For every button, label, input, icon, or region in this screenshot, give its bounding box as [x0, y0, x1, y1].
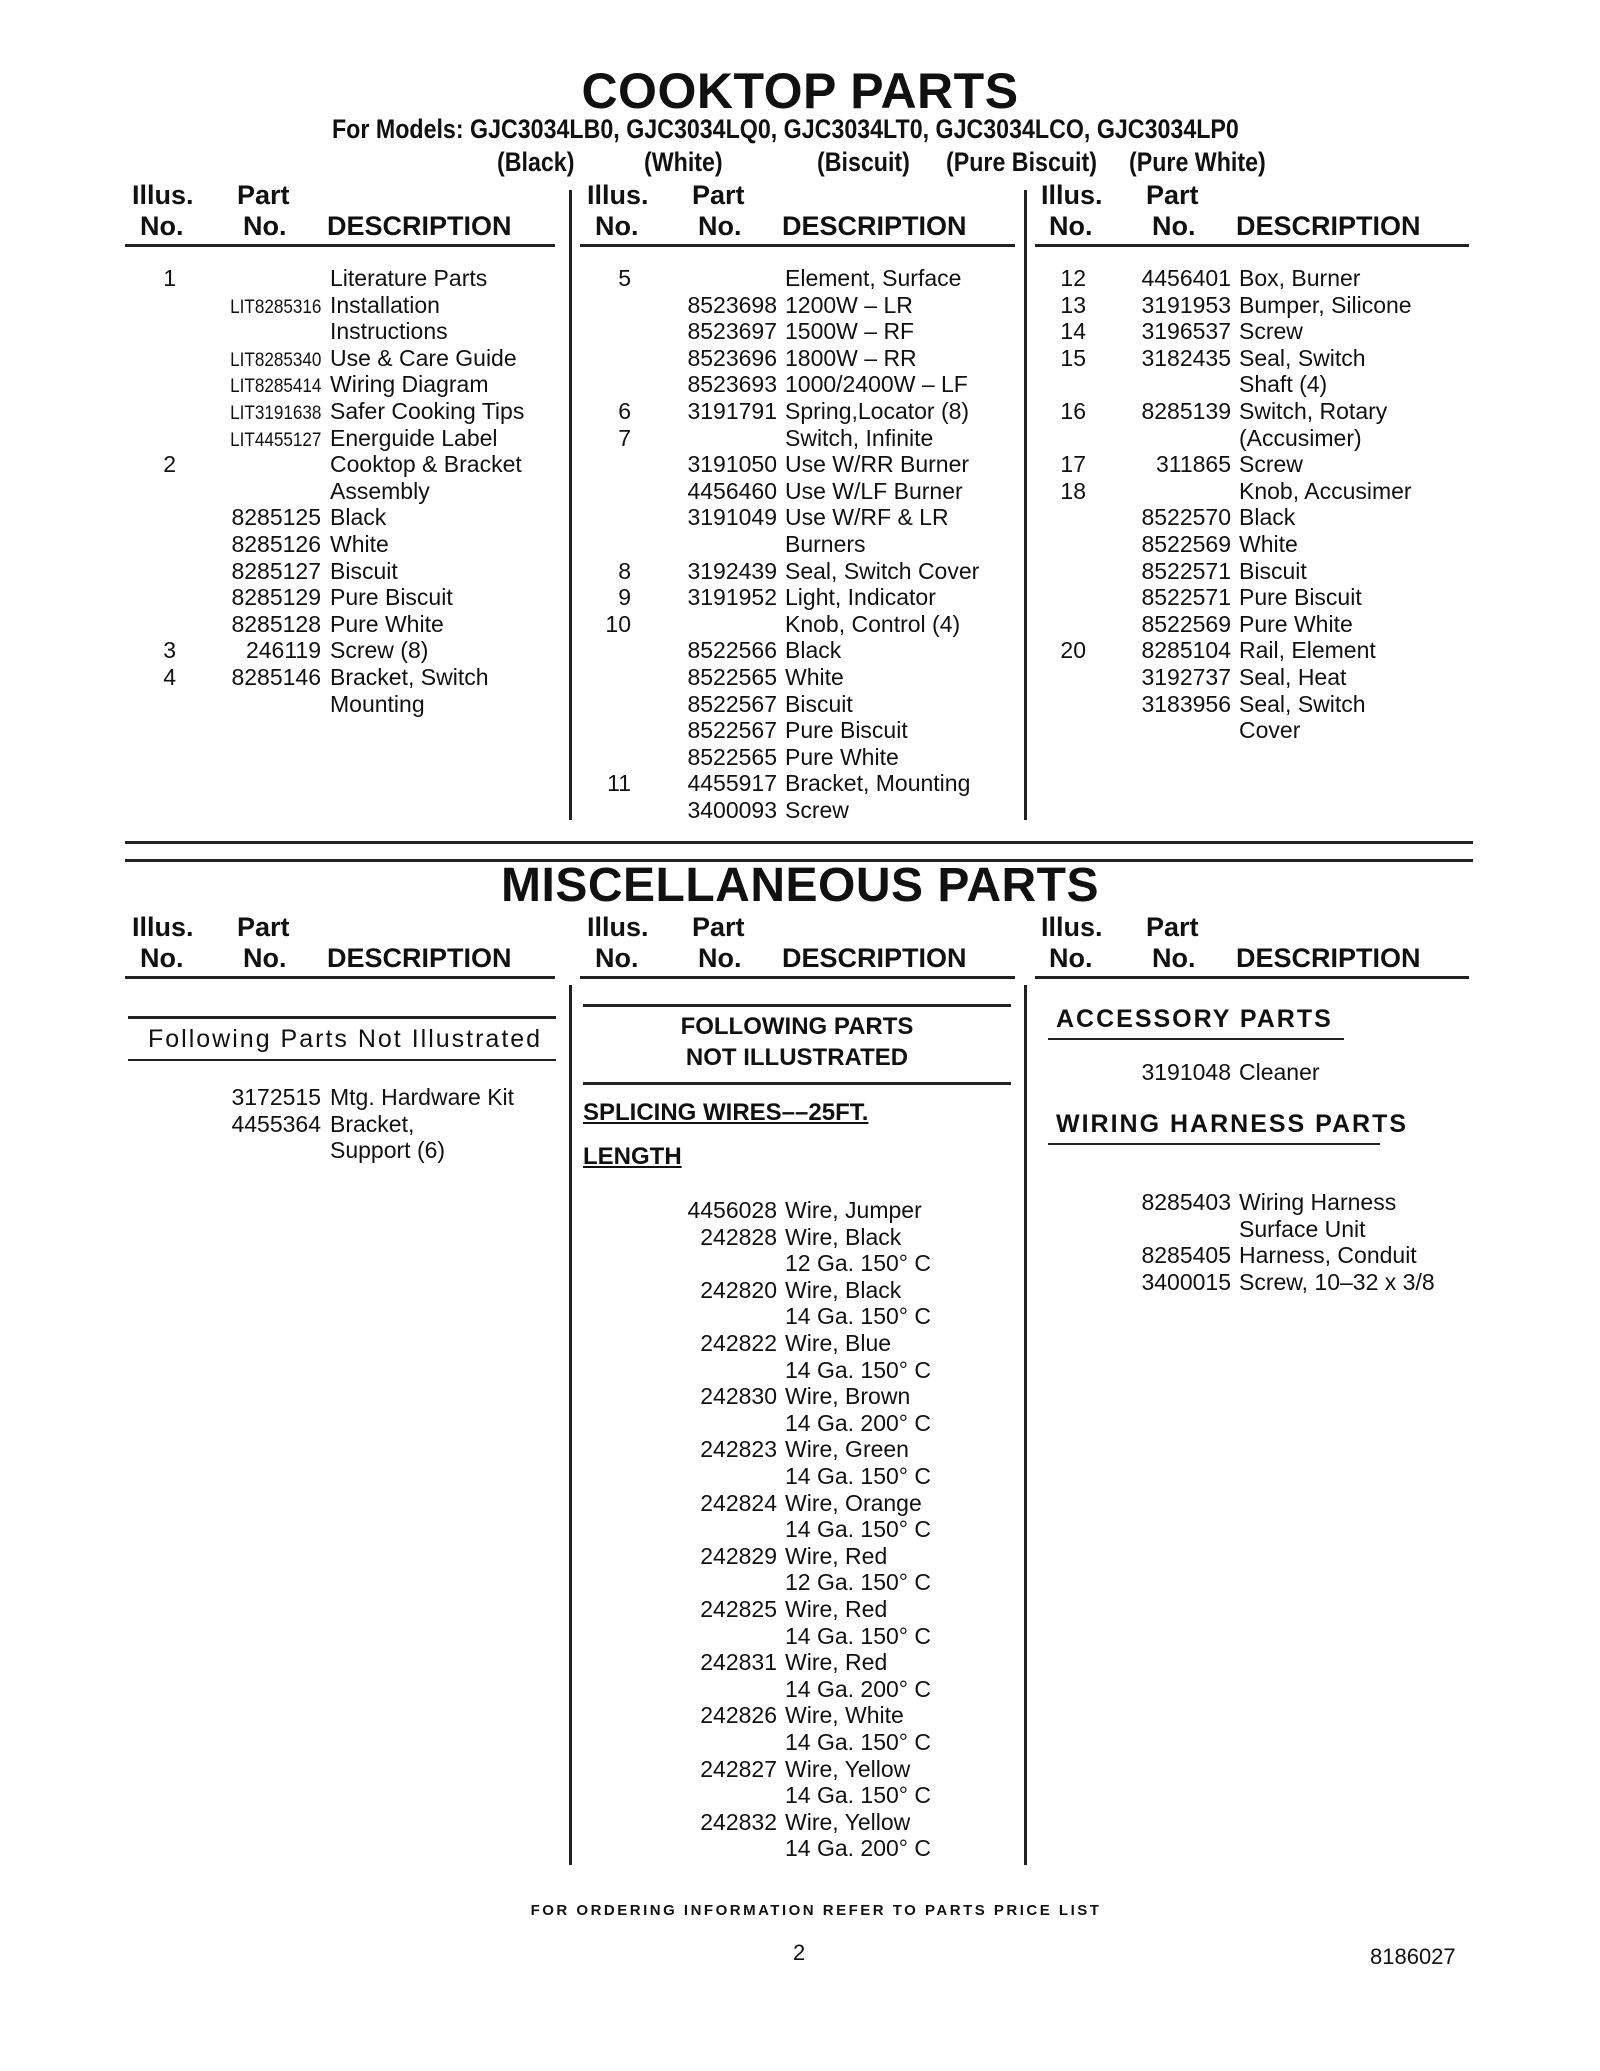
- header-part-no: No.: [1152, 943, 1196, 973]
- part-number: [637, 691, 777, 717]
- part-number-text: 4455364: [231, 1110, 321, 1137]
- following-parts-subtitle: NOT ILLUSTRATED: [685, 1044, 909, 1071]
- part-description: Burners: [785, 531, 866, 557]
- part-number-text: 242832: [700, 1808, 777, 1835]
- part-number-text: 3183956: [1141, 690, 1231, 717]
- page-number: 2: [793, 1940, 806, 1965]
- part-description: Seal, Switch: [1239, 690, 1366, 717]
- part-description: Knob, Control (4): [785, 610, 961, 637]
- part-number: [637, 1649, 777, 1675]
- part-description: Switch, Rotary: [1239, 398, 1388, 424]
- header-illus: Illus.: [1041, 912, 1103, 942]
- part-description: Pure Biscuit: [330, 584, 453, 611]
- header-part: Part: [237, 180, 290, 210]
- part-number-text: 8285129: [231, 584, 321, 611]
- rule: [128, 1016, 556, 1019]
- part-number-text: 311865: [1155, 451, 1231, 478]
- header-description: DESCRIPTION: [1236, 211, 1421, 241]
- part-description: Wiring Harness: [1239, 1189, 1397, 1215]
- illus-number: 12: [1060, 265, 1086, 291]
- header-underline: [125, 976, 555, 979]
- part-number-text: LIT4455127: [229, 429, 321, 451]
- accessory-parts-heading: ACCESSORY PARTS: [1056, 1005, 1333, 1033]
- part-number: [637, 1756, 777, 1782]
- illus-number: 15: [1060, 344, 1086, 371]
- part-description: Knob, Accusimer: [1239, 477, 1412, 504]
- part-description: Safer Cooking Tips: [330, 398, 525, 424]
- part-description: 14 Ga. 150° C: [785, 1729, 932, 1755]
- part-number: [637, 451, 777, 477]
- header-part-no: No.: [698, 943, 742, 973]
- header-part: Part: [237, 912, 290, 942]
- part-number-text: 3191952: [687, 584, 777, 611]
- header-illus-no: No.: [140, 943, 184, 973]
- part-number-text: 242827: [700, 1755, 777, 1782]
- header-part-no: No.: [698, 211, 742, 241]
- part-description: Instructions: [330, 318, 448, 345]
- illus-number: 13: [1060, 291, 1086, 318]
- part-description: Wiring Diagram: [330, 371, 489, 398]
- header-part: Part: [1146, 912, 1199, 942]
- part-description: Seal, Heat: [1239, 664, 1347, 690]
- header-description: DESCRIPTION: [327, 211, 512, 241]
- part-number-text: 242828: [700, 1223, 777, 1250]
- part-number: [181, 558, 321, 584]
- part-number-text: 3400093: [687, 797, 777, 823]
- part-number-text: 8285139: [1141, 398, 1231, 424]
- part-description: Black: [785, 637, 842, 664]
- part-number-text: 8285127: [231, 557, 321, 584]
- part-number-text: 3191791: [687, 398, 777, 424]
- column-divider: [569, 985, 572, 1865]
- header-part-no: No.: [243, 943, 287, 973]
- part-number-text: 242830: [700, 1383, 777, 1410]
- color-label: (Pure White): [1129, 147, 1266, 177]
- part-description: Cooktop & Bracket: [330, 451, 522, 478]
- part-number: [1091, 558, 1231, 584]
- part-description: 14 Ga. 150° C: [785, 1303, 932, 1330]
- part-number: [1091, 1269, 1231, 1295]
- part-description: White: [785, 664, 844, 690]
- header-underline: [1035, 244, 1469, 247]
- part-number: [181, 345, 321, 374]
- header-part-no: No.: [1152, 211, 1196, 241]
- part-number: [637, 1543, 777, 1569]
- part-description: Black: [1239, 504, 1296, 531]
- header-description: DESCRIPTION: [782, 211, 967, 241]
- part-number-text: LIT8285414: [229, 376, 321, 398]
- part-number: [637, 558, 777, 584]
- color-label: (White): [644, 147, 723, 177]
- part-number: [181, 531, 321, 557]
- header-description: DESCRIPTION: [327, 943, 512, 973]
- part-description: Black: [330, 504, 387, 531]
- header-underline: [1035, 976, 1469, 979]
- illus-number: 3: [163, 637, 176, 664]
- part-number: [1091, 584, 1231, 610]
- ordering-note: FOR ORDERING INFORMATION REFER TO PARTS PRICE LIST: [530, 1902, 1102, 1919]
- part-description: Wire, Black: [785, 1276, 902, 1303]
- part-description: Wire, Yellow: [785, 1755, 911, 1782]
- misc-title: MISCELLANEOUS PARTS: [501, 859, 1099, 912]
- part-number: [1091, 504, 1231, 530]
- part-description: 14 Ga. 150° C: [785, 1516, 932, 1543]
- part-number-text: 3400015: [1141, 1268, 1231, 1295]
- rule: [583, 1004, 1011, 1007]
- illus-number: 10: [605, 610, 631, 637]
- part-description: Installation: [330, 291, 440, 318]
- part-number: [181, 664, 321, 690]
- splicing-wires-heading: LENGTH: [583, 1143, 682, 1170]
- column-divider: [569, 190, 572, 820]
- part-number: [637, 1596, 777, 1622]
- part-description: Wire, Red: [785, 1649, 888, 1676]
- header-illus-no: No.: [595, 943, 639, 973]
- part-number: [1091, 292, 1231, 318]
- part-number: [181, 425, 321, 454]
- rule: [1048, 1143, 1380, 1145]
- part-number-text: 8523698: [687, 291, 777, 318]
- part-number-text: LIT8285316: [229, 296, 321, 318]
- part-number: [181, 398, 321, 427]
- part-description: Pure Biscuit: [1239, 584, 1362, 611]
- part-description: Screw: [1239, 451, 1303, 478]
- part-description: 14 Ga. 150° C: [785, 1622, 932, 1649]
- part-description: Screw (8): [330, 637, 429, 664]
- part-number-text: 242820: [700, 1276, 777, 1303]
- illus-number: 7: [618, 424, 631, 451]
- part-number: [637, 770, 777, 796]
- part-number: [637, 398, 777, 424]
- part-description: Wire, White: [785, 1702, 904, 1729]
- not-illustrated-subtitle: Following Parts Not Illustrated: [148, 1025, 543, 1053]
- part-number: [637, 664, 777, 690]
- following-parts-subtitle: FOLLOWING PARTS: [680, 1013, 914, 1040]
- part-number-text: 4456028: [687, 1197, 777, 1223]
- part-description: White: [1239, 531, 1298, 557]
- part-number-text: 8522567: [687, 690, 777, 717]
- header-illus-no: No.: [1049, 211, 1093, 241]
- header-description: DESCRIPTION: [1236, 943, 1421, 973]
- part-description: Wire, Brown: [785, 1383, 911, 1410]
- rule: [583, 1082, 1011, 1085]
- part-description: Wire, Orange: [785, 1489, 922, 1516]
- illus-number: 14: [1060, 318, 1086, 345]
- part-description: 1500W – RF: [785, 318, 915, 345]
- part-number: [637, 345, 777, 371]
- part-number-text: 8522571: [1141, 584, 1231, 611]
- part-number-text: 3191050: [687, 451, 777, 478]
- part-number-text: 8522569: [1141, 531, 1231, 557]
- header-description: DESCRIPTION: [782, 943, 967, 973]
- part-number: [1091, 398, 1231, 424]
- part-number: [637, 1224, 777, 1250]
- illus-number: 9: [618, 584, 631, 611]
- part-number-text: LIT8285340: [229, 349, 321, 371]
- header-underline: [580, 244, 1015, 247]
- part-number: [1091, 1189, 1231, 1215]
- part-description: Cleaner: [1239, 1059, 1320, 1085]
- part-number: [637, 478, 777, 504]
- part-number: [1091, 691, 1231, 717]
- part-number-text: 3192439: [687, 557, 777, 584]
- part-number-text: 242824: [700, 1489, 777, 1516]
- header-illus: Illus.: [132, 180, 194, 210]
- part-number-text: 8522565: [687, 743, 777, 770]
- part-number: [1091, 531, 1231, 557]
- part-number-text: 4456460: [687, 477, 777, 504]
- part-description: Bracket,: [330, 1110, 415, 1137]
- part-number: [181, 371, 321, 400]
- part-number-text: 242826: [700, 1702, 777, 1729]
- part-description: Seal, Switch: [1239, 344, 1366, 371]
- illus-number: 6: [618, 398, 631, 424]
- part-number-text: 3191049: [687, 504, 777, 531]
- part-number-text: 3196537: [1141, 318, 1231, 345]
- part-description: Energuide Label: [330, 424, 498, 451]
- part-number: [1091, 318, 1231, 344]
- part-description: 1200W – LR: [785, 291, 913, 318]
- part-number-text: 8285403: [1141, 1189, 1231, 1215]
- header-underline: [125, 244, 555, 247]
- part-number: [637, 584, 777, 610]
- illus-number: 20: [1060, 637, 1086, 664]
- part-description: Mounting: [330, 690, 425, 717]
- part-description: Biscuit: [330, 557, 398, 584]
- column-divider: [1024, 985, 1027, 1865]
- illus-number: 1: [163, 265, 176, 291]
- part-number: [637, 318, 777, 344]
- part-number: [637, 717, 777, 743]
- part-number: [1091, 611, 1231, 637]
- part-number-text: 8522565: [687, 664, 777, 690]
- part-description: 12 Ga. 150° C: [785, 1569, 932, 1596]
- header-illus: Illus.: [587, 180, 649, 210]
- part-description: Light, Indicator: [785, 584, 936, 611]
- part-number: [637, 504, 777, 530]
- header-part: Part: [692, 180, 745, 210]
- header-illus: Illus.: [132, 912, 194, 942]
- part-description: Wire, Red: [785, 1596, 888, 1622]
- part-number: [637, 1809, 777, 1835]
- part-number-text: 4455917: [687, 770, 777, 797]
- part-description: 14 Ga. 150° C: [785, 1782, 932, 1809]
- part-number-text: 3172515: [231, 1084, 321, 1110]
- part-number: [637, 1702, 777, 1728]
- part-number-text: 242831: [700, 1649, 777, 1676]
- part-description: Biscuit: [1239, 557, 1307, 584]
- part-description: Box, Burner: [1239, 265, 1361, 291]
- part-description: Bumper, Silicone: [1239, 291, 1412, 318]
- part-description: Switch, Infinite: [785, 424, 934, 451]
- part-description: Support (6): [330, 1137, 446, 1164]
- part-number: [181, 584, 321, 610]
- column-divider: [1024, 190, 1027, 820]
- part-description: White: [330, 531, 389, 557]
- part-description: Wire, Black: [785, 1223, 902, 1250]
- part-description: Wire, Blue: [785, 1330, 892, 1356]
- part-number-text: 3191048: [1141, 1059, 1231, 1085]
- illus-number: 17: [1060, 451, 1086, 478]
- part-description: Wire, Red: [785, 1542, 888, 1569]
- part-number-text: 8523697: [687, 318, 777, 345]
- wiring-harness-heading: WIRING HARNESS PARTS: [1056, 1110, 1409, 1138]
- part-description: Rail, Element: [1239, 637, 1376, 664]
- header-illus-no: No.: [595, 211, 639, 241]
- part-description: Screw: [785, 797, 849, 823]
- splicing-wires-heading: SPLICING WIRES––25FT.: [583, 1099, 869, 1126]
- part-number: [637, 1490, 777, 1516]
- part-number-text: 8285146: [231, 664, 321, 690]
- part-description: Seal, Switch Cover: [785, 557, 980, 584]
- part-description: 1000/2400W – LF: [785, 371, 968, 398]
- part-description: Use W/LF Burner: [785, 477, 963, 504]
- part-number-text: 4456401: [1141, 265, 1231, 291]
- part-description: 12 Ga. 150° C: [785, 1250, 932, 1277]
- part-number-text: 8522566: [687, 637, 777, 664]
- header-illus: Illus.: [587, 912, 649, 942]
- rule: [128, 1059, 556, 1061]
- part-number: [181, 1111, 321, 1137]
- part-number: [637, 744, 777, 770]
- part-description: 14 Ga. 200° C: [785, 1409, 932, 1436]
- part-number-text: 8523693: [687, 371, 777, 398]
- part-number-text: 242823: [700, 1436, 777, 1463]
- header-part: Part: [692, 912, 745, 942]
- document-number: 8186027: [1370, 1944, 1456, 1969]
- part-number: [1091, 1059, 1231, 1085]
- part-description: Use W/RR Burner: [785, 451, 970, 478]
- illus-number: 5: [618, 265, 631, 291]
- part-number-text: 8522570: [1141, 504, 1231, 531]
- part-number: [181, 292, 321, 321]
- part-number-text: 8522571: [1141, 557, 1231, 584]
- part-number-text: 242829: [700, 1542, 777, 1569]
- illus-number: 4: [163, 664, 176, 690]
- header-illus-no: No.: [140, 211, 184, 241]
- header-illus: Illus.: [1041, 180, 1103, 210]
- color-label: (Black): [497, 147, 575, 177]
- part-description: Surface Unit: [1239, 1215, 1366, 1242]
- header-part: Part: [1146, 180, 1199, 210]
- part-number: [181, 611, 321, 637]
- part-number: [1091, 345, 1231, 371]
- part-description: Wire, Yellow: [785, 1808, 911, 1835]
- illus-number: 8: [618, 557, 631, 584]
- illus-number: 18: [1060, 477, 1086, 504]
- part-number-text: 8285128: [231, 610, 321, 637]
- part-description: Assembly: [330, 477, 430, 504]
- part-number-text: 8285104: [1141, 637, 1231, 664]
- color-label: (Pure Biscuit): [946, 147, 1097, 177]
- part-number: [1091, 1242, 1231, 1268]
- section-divider: [125, 841, 1473, 844]
- part-number-text: 8522569: [1141, 610, 1231, 637]
- part-number: [637, 637, 777, 663]
- illus-number: 2: [163, 451, 176, 478]
- header-illus-no: No.: [1049, 943, 1093, 973]
- part-description: Bracket, Mounting: [785, 770, 971, 797]
- part-number-text: 246119: [245, 637, 321, 664]
- part-number: [637, 1383, 777, 1409]
- part-description: Bracket, Switch: [330, 664, 489, 690]
- part-description: Element, Surface: [785, 265, 962, 291]
- part-description: Pure White: [1239, 610, 1353, 637]
- part-description: Use & Care Guide: [330, 344, 517, 371]
- part-description: Spring,Locator (8): [785, 398, 970, 424]
- part-number: [637, 1330, 777, 1356]
- part-number-text: 8285405: [1141, 1242, 1231, 1269]
- part-description: Literature Parts: [330, 265, 488, 291]
- color-label: (Biscuit): [817, 147, 910, 177]
- part-description: Screw: [1239, 318, 1303, 345]
- part-description: Shaft (4): [1239, 371, 1328, 398]
- part-number: [637, 371, 777, 397]
- part-description: 1800W – RR: [785, 344, 917, 371]
- header-underline: [580, 976, 1015, 979]
- part-description: Pure Biscuit: [785, 717, 908, 744]
- part-description: Mtg. Hardware Kit: [330, 1084, 515, 1110]
- illus-number: 11: [607, 770, 631, 797]
- part-number-text: 3191953: [1141, 291, 1231, 318]
- part-number: [637, 797, 777, 823]
- cooktop-title: COOKTOP PARTS: [581, 63, 1019, 119]
- part-description: (Accusimer): [1239, 424, 1362, 451]
- part-description: Pure White: [330, 610, 444, 637]
- part-number-text: 8523696: [687, 344, 777, 371]
- part-number: [637, 1197, 777, 1223]
- part-description: Harness, Conduit: [1239, 1242, 1417, 1269]
- part-description: 14 Ga. 200° C: [785, 1835, 932, 1862]
- models-line: For Models: GJC3034LB0, GJC3034LQ0, GJC3034LT0, GJC3034LCO, GJC3034LP0: [332, 114, 1239, 144]
- part-number-text: 8522567: [687, 717, 777, 744]
- part-number: [1091, 664, 1231, 690]
- header-part-no: No.: [243, 211, 287, 241]
- part-number-text: LIT3191638: [229, 403, 321, 424]
- illus-number: 16: [1060, 398, 1086, 424]
- part-description: 14 Ga. 150° C: [785, 1356, 932, 1383]
- part-number-text: 3182435: [1141, 344, 1231, 371]
- part-number: [181, 637, 321, 663]
- part-description: Biscuit: [785, 690, 853, 717]
- part-description: 14 Ga. 200° C: [785, 1675, 932, 1702]
- part-description: Wire, Jumper: [785, 1197, 922, 1223]
- part-description: Cover: [1239, 717, 1301, 744]
- part-number-text: 8285125: [231, 504, 321, 531]
- part-number: [637, 1277, 777, 1303]
- part-number: [637, 1436, 777, 1462]
- part-number-text: 242822: [700, 1330, 777, 1356]
- part-description: Pure White: [785, 743, 899, 770]
- part-number: [637, 292, 777, 318]
- part-number-text: 3192737: [1141, 664, 1231, 690]
- part-description: Use W/RF & LR: [785, 504, 949, 531]
- part-number: [181, 1084, 321, 1110]
- part-number: [1091, 451, 1231, 477]
- part-description: Wire, Green: [785, 1436, 909, 1463]
- part-number: [181, 504, 321, 530]
- part-description: 14 Ga. 150° C: [785, 1463, 932, 1489]
- rule: [1048, 1038, 1344, 1040]
- part-description: Screw, 10–32 x 3/8: [1239, 1268, 1435, 1295]
- part-number-text: 242825: [700, 1596, 777, 1622]
- part-number: [1091, 637, 1231, 663]
- part-number: [1091, 265, 1231, 291]
- part-number-text: 8285126: [231, 531, 321, 557]
